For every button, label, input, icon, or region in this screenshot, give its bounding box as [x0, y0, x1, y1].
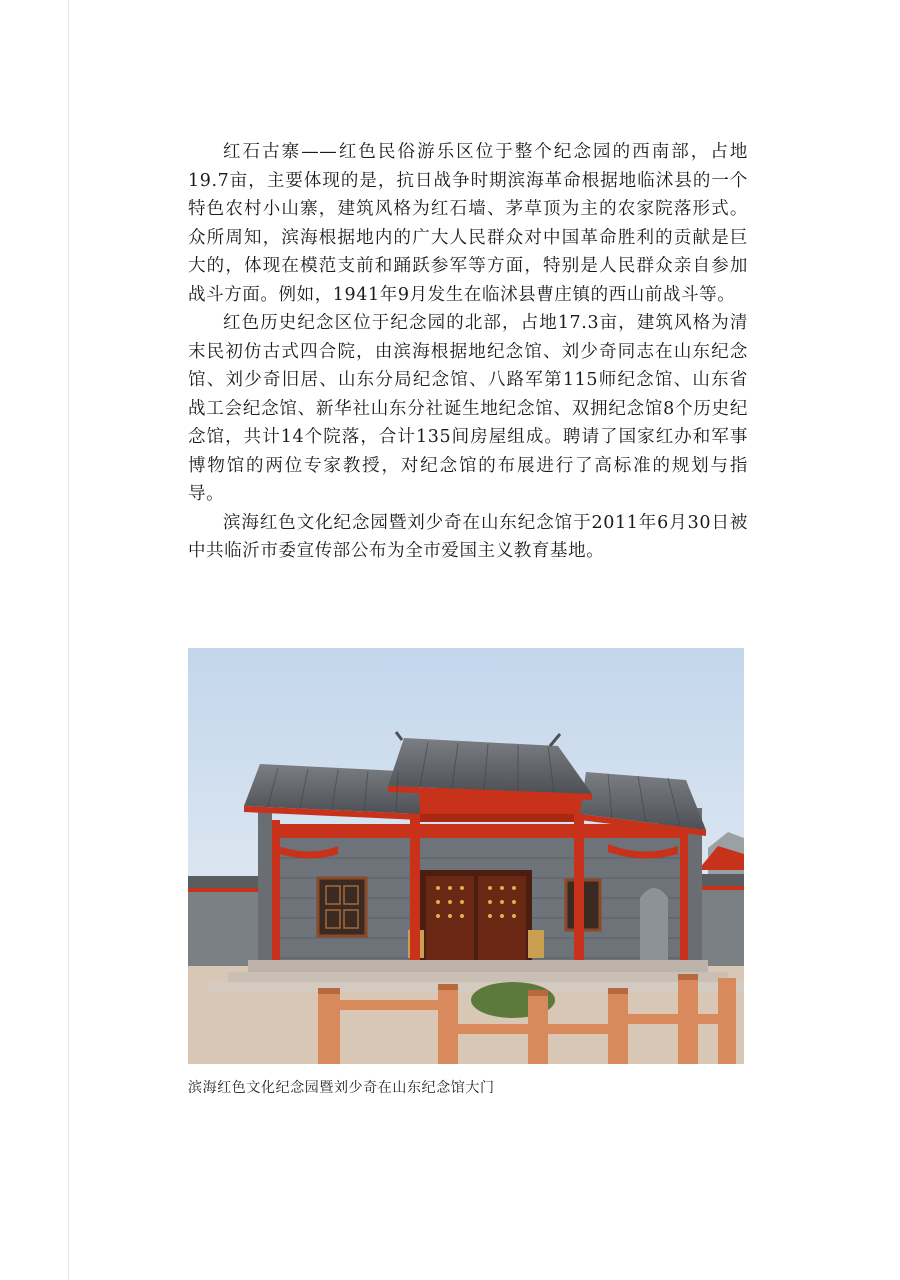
- body-text: [188, 138, 748, 566]
- memorial-gate-photo: [188, 648, 744, 1064]
- photo-caption: 滨海红色文化纪念园暨刘少奇在山东纪念馆大门: [188, 1080, 495, 1096]
- page-edge: [68, 0, 69, 1280]
- paragraph-education-base: 滨海红色文化纪念园暨刘少奇在山东纪念馆于2011年6月30日被中共临沂市委宣传部公布为全市爱国主义教育基地。: [188, 512, 748, 561]
- paragraph-history-memorial-area: 红色历史纪念区位于纪念园的北部，占地17.3亩，建筑风格为清末民初仿古式四合院，由滨海根据地纪念馆、刘少奇同志在山东纪念馆、刘少奇旧居、山东分局纪念馆、八路军第115师纪念馆、山东省战工会纪念馆、新华社山东分社诞生地纪念馆、双拥纪念馆8个历史纪念馆，共计14个院落，合计135间房屋组成。聘请了国家红办和军事博物馆的两位专家教授，对纪念馆的布展进行了高标准的规划与指导。: [188, 313, 748, 504]
- paragraph-red-stone-village: 红石古寨——红色民俗游乐区位于整个纪念园的西南部，占地19.7亩，主要体现的是，抗日战争时期滨海革命根据地临沭县的一个特色农村小山寨，建筑风格为红石墙、茅草顶为主的农家院落形式。众所周知，滨海根据地内的广大人民群众对中国革命胜利的贡献是巨大的，体现在模范支前和踊跃参军等方面，特别是人民群众亲自参加战斗方面。例如，1941年9月发生在临沭县曹庄镇的西山前战斗等。: [188, 142, 748, 305]
